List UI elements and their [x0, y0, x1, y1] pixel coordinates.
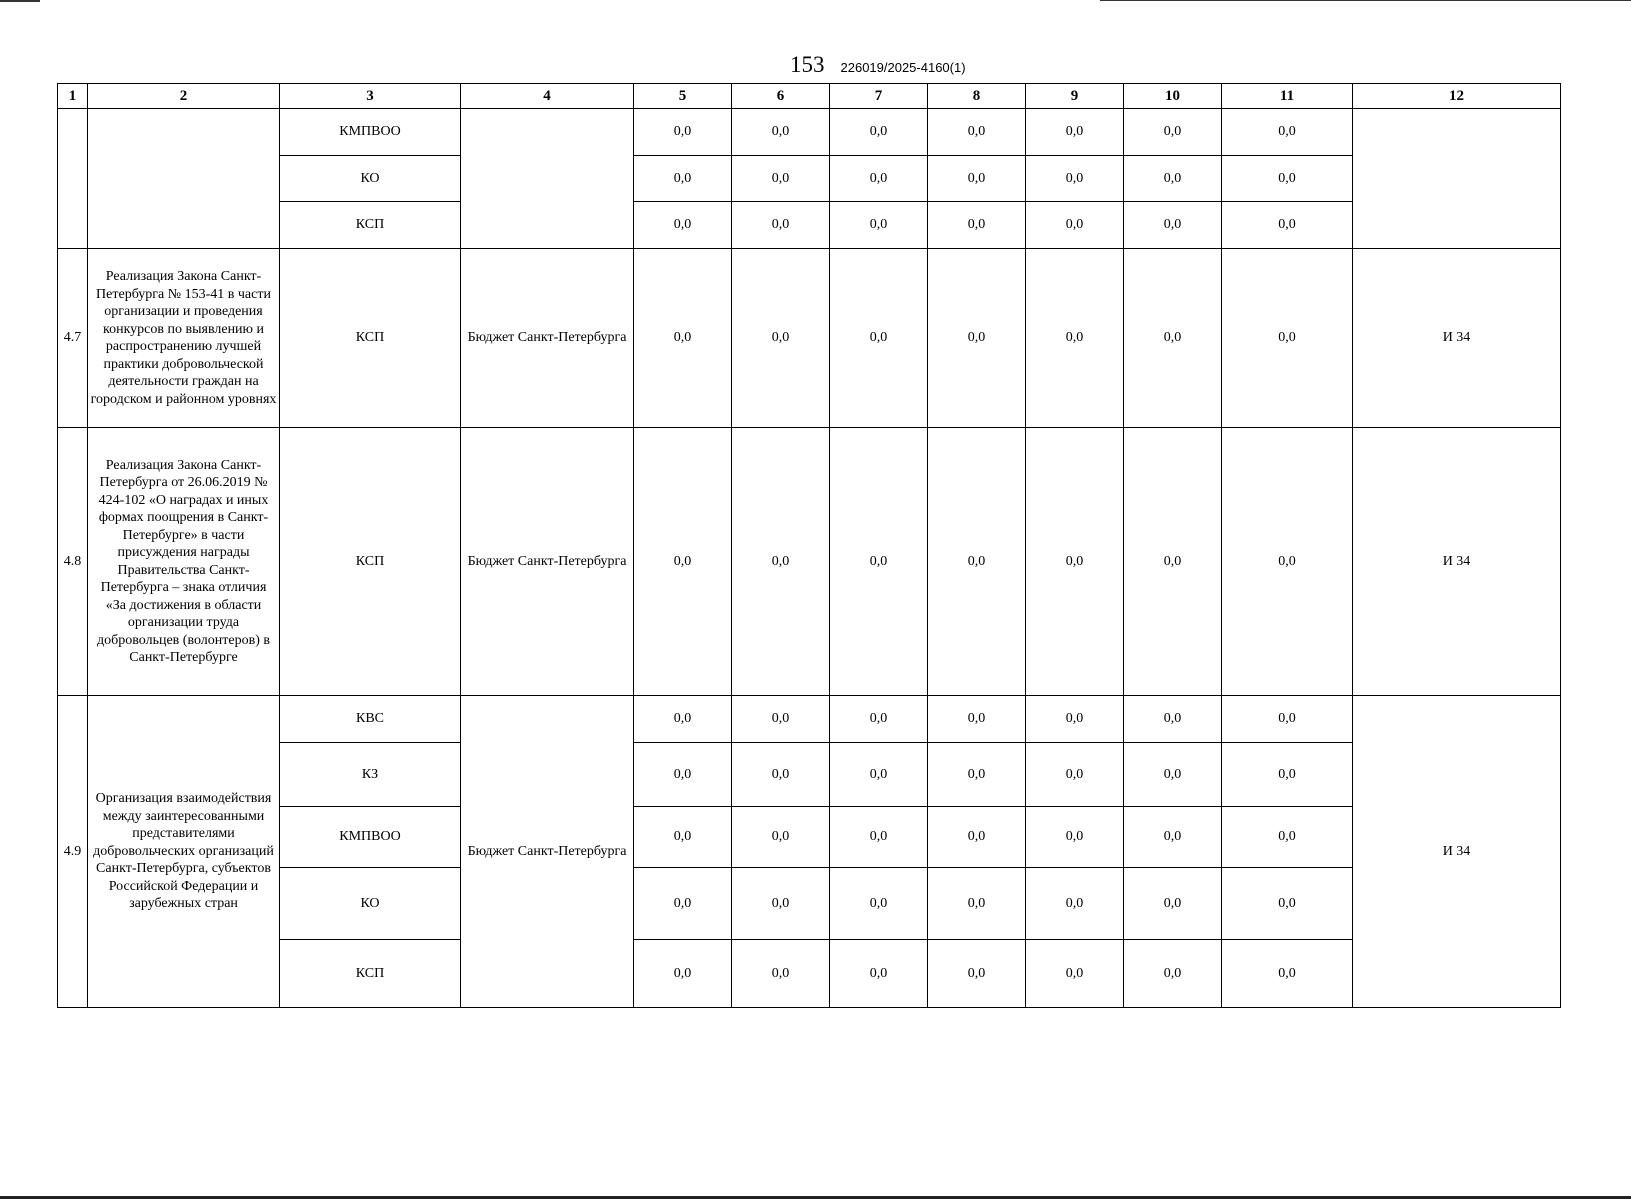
- funding-source-cell: Бюджет Санкт-Петербурга: [461, 428, 634, 696]
- executor-cell: КЗ: [280, 743, 461, 807]
- column-number-row: [58, 84, 1561, 109]
- value-cell: 0,0: [928, 249, 1026, 428]
- value-cell: 0,0: [928, 428, 1026, 696]
- value-cell: 0,0: [1026, 807, 1124, 868]
- executor-cell: КМПВОО: [280, 807, 461, 868]
- value-cell: 0,0: [1124, 109, 1222, 156]
- value-cell: 0,0: [1026, 109, 1124, 156]
- column-header: 5: [634, 84, 732, 109]
- executor-cell: КСП: [280, 249, 461, 428]
- value-cell: 0,0: [1026, 428, 1124, 696]
- value-cell: 0,0: [928, 940, 1026, 1008]
- scan-edge-mark-right: [1100, 0, 1631, 1]
- item-number-cell: 4.7: [58, 249, 88, 428]
- executor-cell: КСП: [280, 940, 461, 1008]
- scan-bottom-edge: [0, 1196, 1631, 1199]
- executor-cell: КО: [280, 156, 461, 202]
- value-cell: 0,0: [732, 202, 830, 249]
- value-cell: 0,0: [928, 743, 1026, 807]
- table-row: [58, 940, 1561, 1008]
- value-cell: 0,0: [732, 249, 830, 428]
- executor-cell: КМПВОО: [280, 109, 461, 156]
- table-row: [58, 249, 1561, 428]
- value-cell: 0,0: [732, 109, 830, 156]
- value-cell: 0,0: [830, 156, 928, 202]
- value-cell: 0,0: [1026, 743, 1124, 807]
- value-cell: 0,0: [928, 696, 1026, 743]
- column-header: 10: [1124, 84, 1222, 109]
- value-cell: 0,0: [634, 202, 732, 249]
- value-cell: 0,0: [1222, 940, 1353, 1008]
- value-cell: 0,0: [634, 743, 732, 807]
- funding-source-cell: Бюджет Санкт-Петербурга: [461, 249, 634, 428]
- table-row: [58, 696, 1561, 743]
- value-cell: 0,0: [732, 428, 830, 696]
- value-cell: 0,0: [830, 743, 928, 807]
- value-cell: 0,0: [634, 156, 732, 202]
- value-cell: 0,0: [634, 428, 732, 696]
- description-cell: Реализация Закона Санкт-Петербурга от 26.06.2019 № 424-102 «О наградах и иных формах поощрения в Санкт-Петербурге» в части присуждения награды Правительства Санкт-Петербурга – знака отличия «За достижения в области организации труда добровольцев (волонтеров) в Санкт-Петербурге: [88, 428, 280, 696]
- value-cell: 0,0: [830, 202, 928, 249]
- funding-source-cell: Бюджет Санкт-Петербурга: [461, 696, 634, 1008]
- value-cell: 0,0: [928, 109, 1026, 156]
- page-number: 153: [790, 52, 825, 77]
- executor-cell: КСП: [280, 428, 461, 696]
- value-cell: 0,0: [1124, 868, 1222, 940]
- value-cell: 0,0: [1026, 696, 1124, 743]
- column-header: 12: [1353, 84, 1561, 109]
- column-header: 9: [1026, 84, 1124, 109]
- value-cell: 0,0: [830, 807, 928, 868]
- value-cell: 0,0: [1124, 428, 1222, 696]
- description-cell: [88, 109, 280, 249]
- value-cell: 0,0: [634, 807, 732, 868]
- value-cell: 0,0: [1026, 156, 1124, 202]
- value-cell: 0,0: [1222, 743, 1353, 807]
- value-cell: 0,0: [634, 868, 732, 940]
- value-cell: 0,0: [634, 249, 732, 428]
- value-cell: 0,0: [1124, 156, 1222, 202]
- column-header: 11: [1222, 84, 1353, 109]
- value-cell: 0,0: [634, 940, 732, 1008]
- description-cell: Реализация Закона Санкт-Петербурга № 153-41 в части организации и проведения конкурсов по выявлению и распространению лучшей практики добровольческой деятельности граждан на городском и районном уровнях: [88, 249, 280, 428]
- table-row: [58, 109, 1561, 156]
- value-cell: 0,0: [732, 807, 830, 868]
- value-cell: 0,0: [732, 743, 830, 807]
- table-row: [58, 428, 1561, 696]
- item-number-cell: 4.8: [58, 428, 88, 696]
- value-cell: 0,0: [1026, 940, 1124, 1008]
- value-cell: 0,0: [928, 868, 1026, 940]
- value-cell: 0,0: [1124, 940, 1222, 1008]
- value-cell: 0,0: [1222, 202, 1353, 249]
- value-cell: 0,0: [928, 156, 1026, 202]
- column-header: 1: [58, 84, 88, 109]
- value-cell: 0,0: [1124, 743, 1222, 807]
- value-cell: 0,0: [1026, 868, 1124, 940]
- value-cell: 0,0: [830, 868, 928, 940]
- result-cell: И 34: [1353, 428, 1561, 696]
- column-header: 6: [732, 84, 830, 109]
- column-header: 2: [88, 84, 280, 109]
- value-cell: 0,0: [1124, 202, 1222, 249]
- column-header: 3: [280, 84, 461, 109]
- value-cell: 0,0: [830, 428, 928, 696]
- page-header: [790, 52, 966, 78]
- value-cell: 0,0: [928, 202, 1026, 249]
- item-number-cell: 4.9: [58, 696, 88, 1008]
- value-cell: 0,0: [634, 109, 732, 156]
- funding-source-cell: [461, 109, 634, 249]
- value-cell: 0,0: [830, 696, 928, 743]
- result-cell: И 34: [1353, 696, 1561, 1008]
- item-number-cell: [58, 109, 88, 249]
- value-cell: 0,0: [830, 940, 928, 1008]
- column-header: 4: [461, 84, 634, 109]
- value-cell: 0,0: [634, 696, 732, 743]
- value-cell: 0,0: [1222, 696, 1353, 743]
- scan-edge-mark-left: [0, 0, 40, 2]
- value-cell: 0,0: [1124, 696, 1222, 743]
- value-cell: 0,0: [1222, 156, 1353, 202]
- description-cell: Организация взаимодействия между заинтересованными представителями добровольческих организаций Санкт-Петербурга, субъектов Российской Федерации и зарубежных стран: [88, 696, 280, 1008]
- result-cell: И 34: [1353, 249, 1561, 428]
- value-cell: 0,0: [732, 868, 830, 940]
- value-cell: 0,0: [830, 109, 928, 156]
- value-cell: 0,0: [1026, 249, 1124, 428]
- result-cell: [1353, 109, 1561, 249]
- table-row: [58, 202, 1561, 249]
- value-cell: 0,0: [830, 249, 928, 428]
- executor-cell: КСП: [280, 202, 461, 249]
- value-cell: 0,0: [732, 156, 830, 202]
- value-cell: 0,0: [1124, 807, 1222, 868]
- table-row: [58, 156, 1561, 202]
- document-reference: 226019/2025-4160(1): [840, 60, 966, 75]
- value-cell: 0,0: [1222, 868, 1353, 940]
- program-table: [57, 83, 1561, 1008]
- value-cell: 0,0: [732, 940, 830, 1008]
- table-row: [58, 807, 1561, 868]
- value-cell: 0,0: [1026, 202, 1124, 249]
- executor-cell: КО: [280, 868, 461, 940]
- value-cell: 0,0: [1222, 249, 1353, 428]
- value-cell: 0,0: [732, 696, 830, 743]
- executor-cell: КВС: [280, 696, 461, 743]
- value-cell: 0,0: [1222, 428, 1353, 696]
- value-cell: 0,0: [1222, 807, 1353, 868]
- value-cell: 0,0: [1124, 249, 1222, 428]
- table-row: [58, 743, 1561, 807]
- value-cell: 0,0: [928, 807, 1026, 868]
- table-row: [58, 868, 1561, 940]
- column-header: 8: [928, 84, 1026, 109]
- column-header: 7: [830, 84, 928, 109]
- value-cell: 0,0: [1222, 109, 1353, 156]
